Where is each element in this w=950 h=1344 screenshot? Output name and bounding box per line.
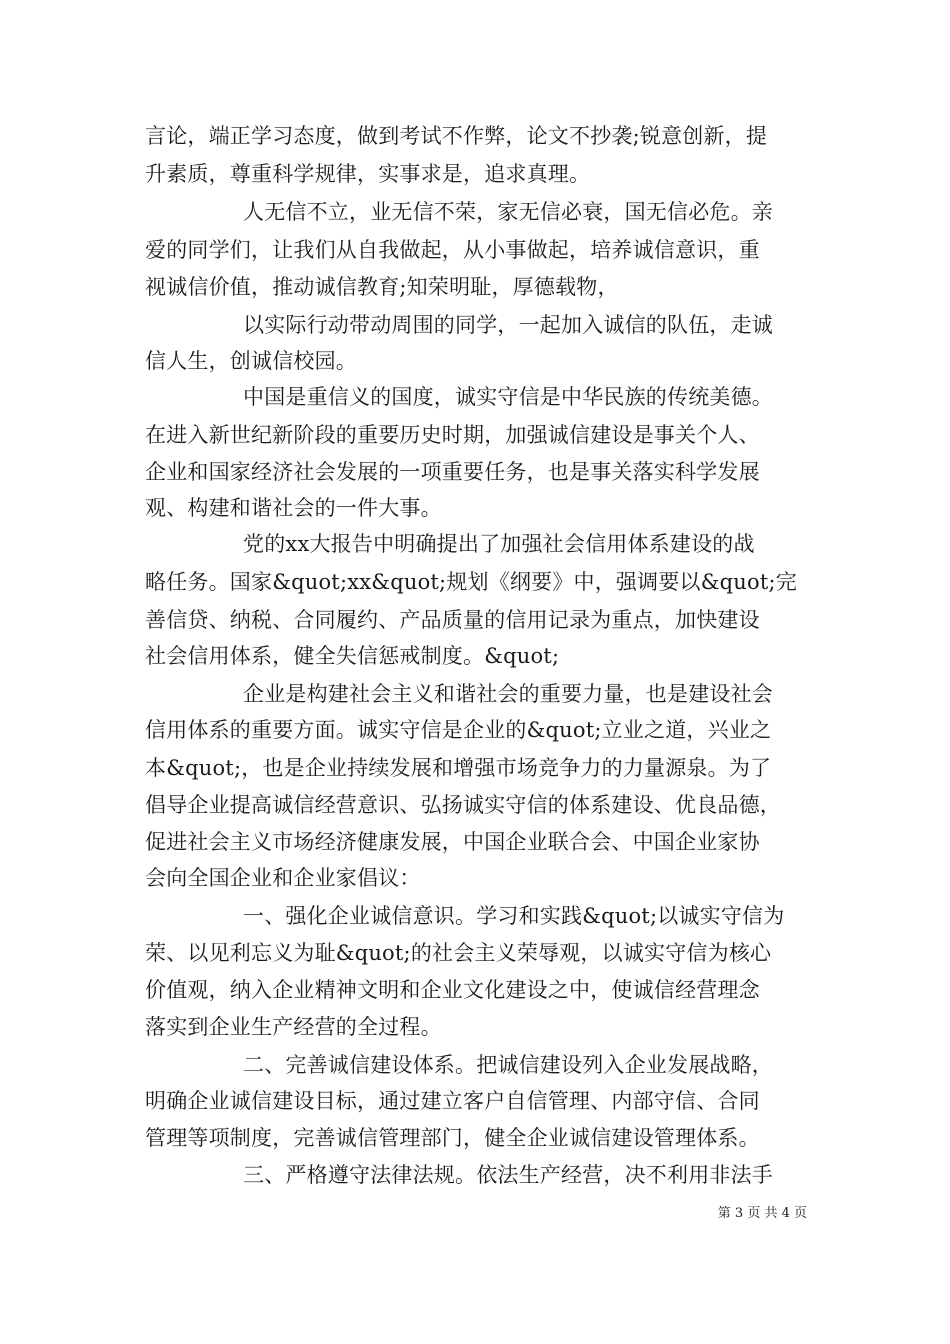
text-line: 人无信不立，业无信不荣，家无信必衰，国无信必危。亲: [243, 200, 773, 224]
text-line: 企业和国家经济社会发展的一项重要任务，也是事关落实科学发展: [145, 460, 760, 484]
text-line: 一、强化企业诚信意识。学习和实践&quot;以诚实守信为: [243, 904, 785, 928]
text-line: 略任务。国家&quot;xx&quot;规划《纲要》中，强调要以&quot;完: [145, 570, 797, 594]
text-line: 企业是构建社会主义和谐社会的重要力量，也是建设社会: [243, 682, 773, 706]
text-line: 中国是重信义的国度，诚实守信是中华民族的传统美德。: [243, 385, 773, 409]
text-line: 荣、以见利忘义为耻&quot;的社会主义荣辱观，以诚实守信为核心: [145, 941, 772, 965]
text-line: 信人生，创诚信校园。: [145, 349, 357, 373]
text-line: 价值观，纳入企业精神文明和企业文化建设之中，使诚信经营理念: [145, 978, 760, 1002]
text-line: 落实到企业生产经营的全过程。: [145, 1015, 442, 1039]
text-line: 三、严格遵守法律法规。依法生产经营，决不利用非法手: [243, 1163, 773, 1187]
text-line: 管理等项制度，完善诚信管理部门，健全企业诚信建设管理体系。: [145, 1126, 760, 1150]
text-line: 二、完善诚信建设体系。把诚信建设列入企业发展战略，: [243, 1053, 773, 1077]
text-line: 促进社会主义市场经济健康发展，中国企业联合会、中国企业家协: [145, 830, 760, 854]
text-line: 会向全国企业和企业家倡议：: [145, 866, 421, 890]
text-line: 观、构建和谐社会的一件大事。: [145, 496, 442, 520]
text-line: 社会信用体系，健全失信惩戒制度。&quot;: [145, 644, 560, 668]
text-line: 倡导企业提高诚信经营意识、弘扬诚实守信的体系建设、优良品德，: [145, 793, 781, 817]
text-line: 信用体系的重要方面。诚实守信是企业的&quot;立业之道，兴业之: [145, 718, 772, 742]
page-number: 第 3 页 共 4 页: [717, 1206, 807, 1221]
text-line: 言论，端正学习态度，做到考试不作弊，论文不抄袭;锐意创新，提: [145, 124, 768, 148]
text-line: 在进入新世纪新阶段的重要历史时期，加强诚信建设是事关个人、: [145, 423, 760, 447]
text-line: 党的xx大报告中明确提出了加强社会信用体系建设的战: [243, 532, 755, 556]
text-line: 以实际行动带动周围的同学，一起加入诚信的队伍，走诚: [243, 313, 773, 337]
text-line: 升素质，尊重科学规律，实事求是，追求真理。: [145, 162, 591, 186]
text-line: 本&quot;，也是企业持续发展和增强市场竞争力的力量源泉。为了: [145, 756, 772, 780]
text-line: 爱的同学们，让我们从自我做起，从小事做起，培养诚信意识，重: [145, 238, 760, 262]
text-line: 明确企业诚信建设目标，通过建立客户自信管理、内部守信、合同: [145, 1089, 760, 1113]
text-line: 视诚信价值，推动诚信教育;知荣明耻，厚德载物，: [145, 275, 619, 299]
text-line: 善信贷、纳税、合同履约、产品质量的信用记录为重点，加快建设: [145, 608, 760, 632]
